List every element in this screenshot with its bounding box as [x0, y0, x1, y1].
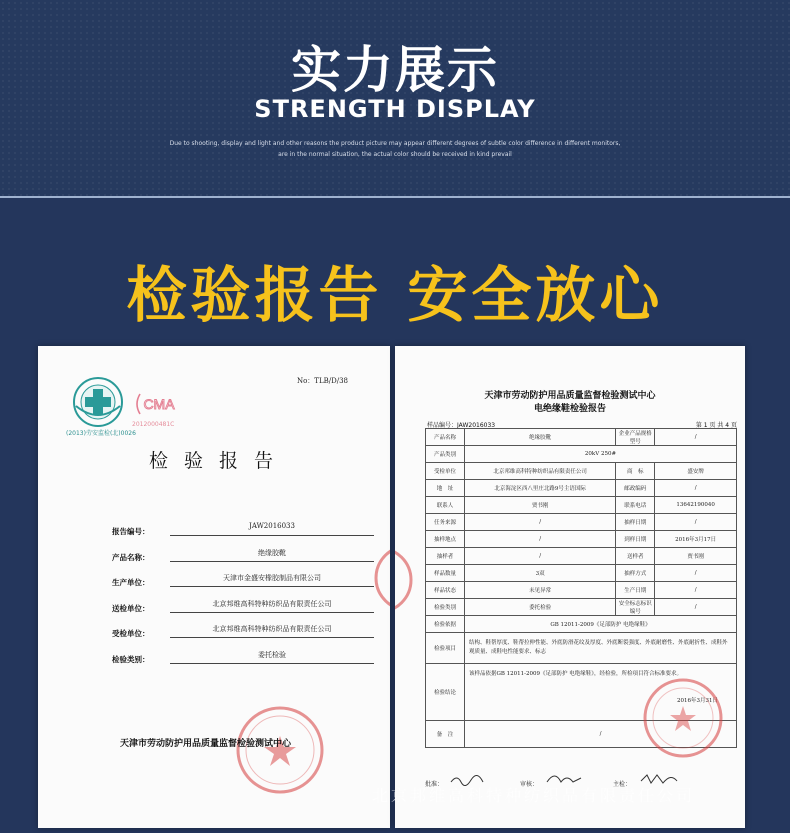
section-title-en: STRENGTH DISPLAY: [254, 95, 536, 123]
field-value: 天津市金盛安橡胶制品有限公司: [170, 573, 374, 587]
table-label: 到样日期: [616, 531, 655, 548]
sample-number: 样品编号：JAW2016033: [427, 422, 496, 429]
headline-banner: 检验报告 安全放心: [126, 261, 664, 331]
table-label: 地 址: [426, 480, 465, 497]
table-row: [426, 531, 737, 548]
cma-mark-icon: [134, 392, 184, 416]
field-value: 北京邦维高科特种纺织品有限责任公司: [170, 624, 374, 638]
approver-label: 批准：: [425, 781, 444, 788]
report-detail-page: [395, 346, 745, 828]
official-seal-icon: [234, 704, 326, 796]
table-row: [426, 480, 737, 497]
table-label: 受检单位: [426, 463, 465, 480]
seal-edge-icon: [395, 544, 421, 616]
watermark-text: 北京邦维高科特种纺织品有限责任公司: [372, 786, 696, 805]
table-row: [426, 599, 737, 616]
table-label: 抽样方式: [616, 565, 655, 582]
table-cell: 委托检验: [465, 599, 616, 616]
table-cell: 北京海淀区西八里庄北路9号主语国际: [465, 480, 616, 497]
table-cell: 盛安牌: [655, 463, 737, 480]
main-inspector-label: 主检：: [613, 781, 632, 788]
section-title-cn: 实力展示: [291, 41, 499, 99]
table-label: 安全标志标识编号: [616, 599, 655, 616]
field-label: 产品名称：: [112, 552, 150, 562]
table-label: 联系人: [426, 497, 465, 514]
report-fields: [112, 522, 374, 675]
table-cell: /: [465, 721, 737, 748]
table-label: 任务来源: [426, 514, 465, 531]
table-row: [426, 582, 737, 599]
table-cell: /: [655, 480, 737, 497]
safety-inspection-logo-icon: [72, 376, 124, 428]
table-cell: /: [465, 514, 616, 531]
table-cell: /: [655, 565, 737, 582]
table-label: 检验类别: [426, 599, 465, 616]
field-label: 受检单位：: [112, 629, 150, 638]
table-label: 生产日期: [616, 582, 655, 599]
table-cell: 北京邦维高科特种纺织品有限责任公司: [465, 463, 616, 480]
table-label: 产品类别: [426, 446, 465, 463]
table-label: 检验依据: [426, 616, 465, 633]
main-section: [0, 198, 790, 833]
seal-edge-icon: [364, 542, 390, 614]
table-label: 送样者: [616, 548, 655, 565]
table-cell: GB 12011-2009《足部防护 电绝缘鞋》: [465, 616, 737, 633]
conclusion-date: 2016年3月31日: [677, 698, 718, 704]
table-label: 企业产品规格型号: [616, 429, 655, 446]
field-value: 北京邦维高科特种纺织品有限责任公司: [170, 599, 374, 613]
field-row: [112, 650, 374, 676]
table-label: 商 标: [616, 463, 655, 480]
table-cell: 贾书刚: [655, 548, 737, 565]
table-row: [426, 497, 737, 514]
table-cell: /: [655, 582, 737, 599]
cma-number: 2012000481C: [132, 421, 175, 428]
report-title: 检验报告: [148, 450, 289, 472]
table-label: 产品名称: [426, 429, 465, 446]
table-label: 样品状态: [426, 582, 465, 599]
disclaimer-line-1: Due to shooting, display and light and other reasons the product picture may appear different degrees of subtle color difference in different monitors,: [169, 140, 621, 147]
table-cell: 贾书刚: [465, 497, 616, 514]
field-row: [112, 522, 374, 548]
table-cell: 3双: [465, 565, 616, 582]
field-label: 检验类别：: [112, 654, 150, 664]
table-row: [426, 616, 737, 633]
logo-caption: (2013)劳安监检(北)0026: [66, 430, 136, 437]
field-row: [112, 624, 374, 650]
disclaimer-line-2: are in the normal situation, the actual color should be received in kind prevail: [278, 151, 512, 158]
table-row: [426, 463, 737, 480]
field-value: JAW2016033: [170, 522, 374, 536]
table-cell: /: [655, 514, 737, 531]
field-row: [112, 599, 374, 625]
field-value: 绝缘胶靴: [170, 548, 374, 562]
conclusion-text: 该样品依据GB 12011-2009《足部防护 电绝缘鞋》，经检验，所检项目符合标准要求。: [469, 671, 683, 677]
table-row: [426, 446, 737, 463]
table-label: 检验项目: [426, 633, 465, 664]
table-row: [426, 565, 737, 582]
color-disclaimer: [0, 138, 790, 160]
table-row: [426, 548, 737, 565]
table-cell: /: [655, 599, 737, 616]
document-number: No：TLB/D/38: [296, 377, 348, 385]
field-row: [112, 573, 374, 599]
table-label: 备 注: [426, 721, 465, 748]
report-type-title: 电绝缘鞋检验报告: [533, 404, 606, 414]
table-cell: /: [655, 429, 737, 446]
table-cell: 2016年3月17日: [655, 531, 737, 548]
table-label: 邮政编码: [616, 480, 655, 497]
report-org-title: 天津市劳动防护用品质量监督检验测试中心: [484, 391, 656, 401]
table-row: [426, 633, 737, 664]
report-cover-page: [38, 346, 390, 828]
header-section: [0, 0, 790, 196]
reviewer-label: 审核：: [520, 781, 539, 788]
table-label: 抽样者: [426, 548, 465, 565]
table-cell: 13642190040: [655, 497, 737, 514]
table-row: [426, 429, 737, 446]
field-label: 送检单位：: [112, 603, 150, 613]
table-cell: 20kV 250#: [465, 446, 737, 463]
table-cell: /: [465, 548, 616, 565]
cma-mark-text: CMA: [143, 396, 175, 412]
table-label: 检验结论: [426, 664, 465, 721]
table-label: 抽样日期: [616, 514, 655, 531]
official-seal-icon: [641, 676, 725, 760]
table-row: [426, 514, 737, 531]
table-cell: 结构、鞋帮厚度、鞋帮拉伸性能、外底防滑花纹及厚度、外底断裂强度、外底耐磨性、外底耐折性、成鞋外观质量、成鞋电性能要求、标志: [465, 633, 737, 664]
field-value: 委托检验: [170, 650, 374, 664]
field-label: 生产单位：: [112, 578, 150, 587]
page-indicator: 第 1 页 共 4 页: [695, 422, 737, 429]
table-cell: 未见异常: [465, 582, 616, 599]
table-cell: 绝缘胶靴: [465, 429, 616, 446]
table-cell: /: [465, 531, 616, 548]
table-label: 样品数量: [426, 565, 465, 582]
table-label: 联系电话: [616, 497, 655, 514]
field-row: [112, 548, 374, 574]
issuing-authority: 天津市劳动防护用品质量监督检验测试中心: [120, 739, 292, 749]
table-label: 抽样地点: [426, 531, 465, 548]
field-label: 报告编号：: [112, 527, 150, 536]
